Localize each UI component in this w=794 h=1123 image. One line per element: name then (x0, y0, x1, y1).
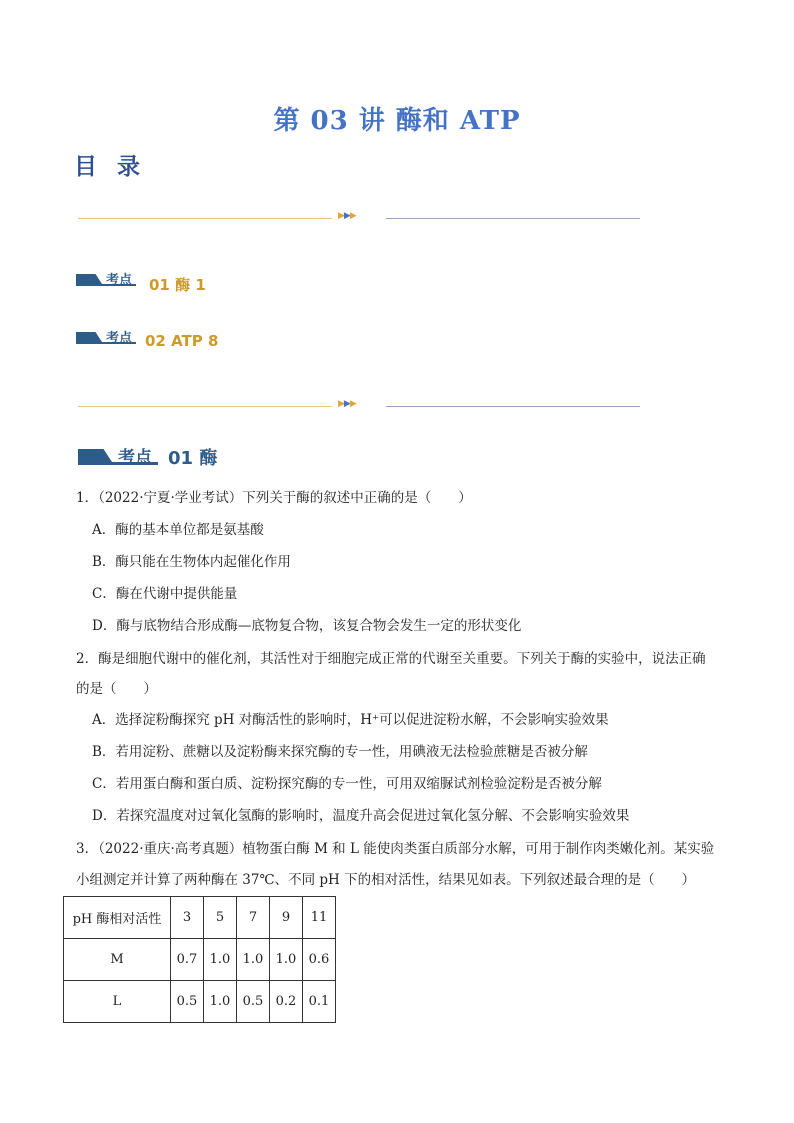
ph-cell: 3 (171, 897, 204, 939)
divider-bottom: ▶▶▶ (78, 400, 640, 412)
enzyme-name-cell: L (64, 981, 171, 1023)
question-1-option-a: A．酶的基本单位都是氨基酸 (92, 522, 264, 538)
toc-entry-2[interactable]: 02 ATP 8 (145, 332, 219, 350)
section-title: 01 酶 (168, 448, 218, 469)
ph-cell: 5 (204, 897, 237, 939)
toc-tag-2 (76, 328, 136, 346)
question-1-option-b: B．酶只能在生物体内起催化作用 (92, 554, 291, 570)
toc-heading: 目 录 (74, 154, 147, 180)
table-header-cell: pH 酶相对活性 (64, 897, 171, 939)
question-2-stem-line2: 的是（ ） (76, 681, 157, 697)
divider-top: ▶▶▶ (78, 212, 640, 224)
page-title: 第 03 讲 酶和 ATP (273, 106, 521, 136)
toc-tag-label: 考点 (106, 331, 133, 346)
table-header-row (64, 897, 336, 939)
activity-cell: 0.5 (171, 981, 204, 1023)
toc-entry-1[interactable]: 01 酶 1 (149, 276, 206, 294)
activity-cell: 1.0 (270, 939, 303, 981)
activity-cell: 0.1 (303, 981, 336, 1023)
enzyme-activity-table (63, 896, 336, 1023)
question-2-option-c: C．若用蛋白酶和蛋白质、淀粉探究酶的专一性，可用双缩脲试剂检验淀粉是否被分解 (92, 776, 602, 792)
activity-cell: 0.6 (303, 939, 336, 981)
question-1-option-d: D．酶与底物结合形成酶—底物复合物，该复合物会发生一定的形状变化 (92, 618, 522, 634)
question-3-stem-line2: 小组测定并计算了两种酶在 37℃、不同 pH 下的相对活性，结果见如表。下列叙述最合理的是（ ） (76, 872, 696, 888)
toc-tag-label: 考点 (106, 273, 133, 288)
question-2-option-b: B．若用淀粉、蔗糖以及淀粉酶来探究酶的专一性，用碘液无法检验蔗糖是否被分解 (92, 744, 588, 760)
activity-cell: 1.0 (204, 981, 237, 1023)
section-tag (78, 445, 158, 467)
ph-cell: 7 (237, 897, 270, 939)
ph-cell: 9 (270, 897, 303, 939)
enzyme-name-cell: M (64, 939, 171, 981)
question-3-stem-line1: 3．（2022·重庆·高考真题）植物蛋白酶 M 和 L 能使肉类蛋白质部分水解，可用于制作肉类嫩化剂。某实验 (76, 841, 715, 857)
question-2-stem-line1: 2．酶是细胞代谢中的催化剂，其活性对于细胞完成正常的代谢至关重要。下列关于酶的实验中，说法正确 (76, 651, 706, 667)
activity-cell: 1.0 (204, 939, 237, 981)
activity-cell: 0.5 (237, 981, 270, 1023)
ph-cell: 11 (303, 897, 336, 939)
section-tag-label: 考点 (118, 448, 152, 468)
table-row (64, 981, 336, 1023)
activity-cell: 0.7 (171, 939, 204, 981)
table-row (64, 939, 336, 981)
question-1-stem: 1．（2022·宁夏·学业考试）下列关于酶的叙述中正确的是（ ） (76, 490, 472, 506)
activity-cell: 1.0 (237, 939, 270, 981)
question-1-option-c: C．酶在代谢中提供能量 (92, 586, 238, 602)
question-2-option-d: D．若探究温度对过氧化氢酶的影响时，温度升高会促进过氧化氢分解、不会影响实验效果 (92, 808, 630, 824)
toc-tag-1 (76, 270, 136, 288)
activity-cell: 0.2 (270, 981, 303, 1023)
question-2-option-a: A．选择淀粉酶探究 pH 对酶活性的影响时，H⁺可以促进淀粉水解，不会影响实验效果 (92, 712, 609, 728)
